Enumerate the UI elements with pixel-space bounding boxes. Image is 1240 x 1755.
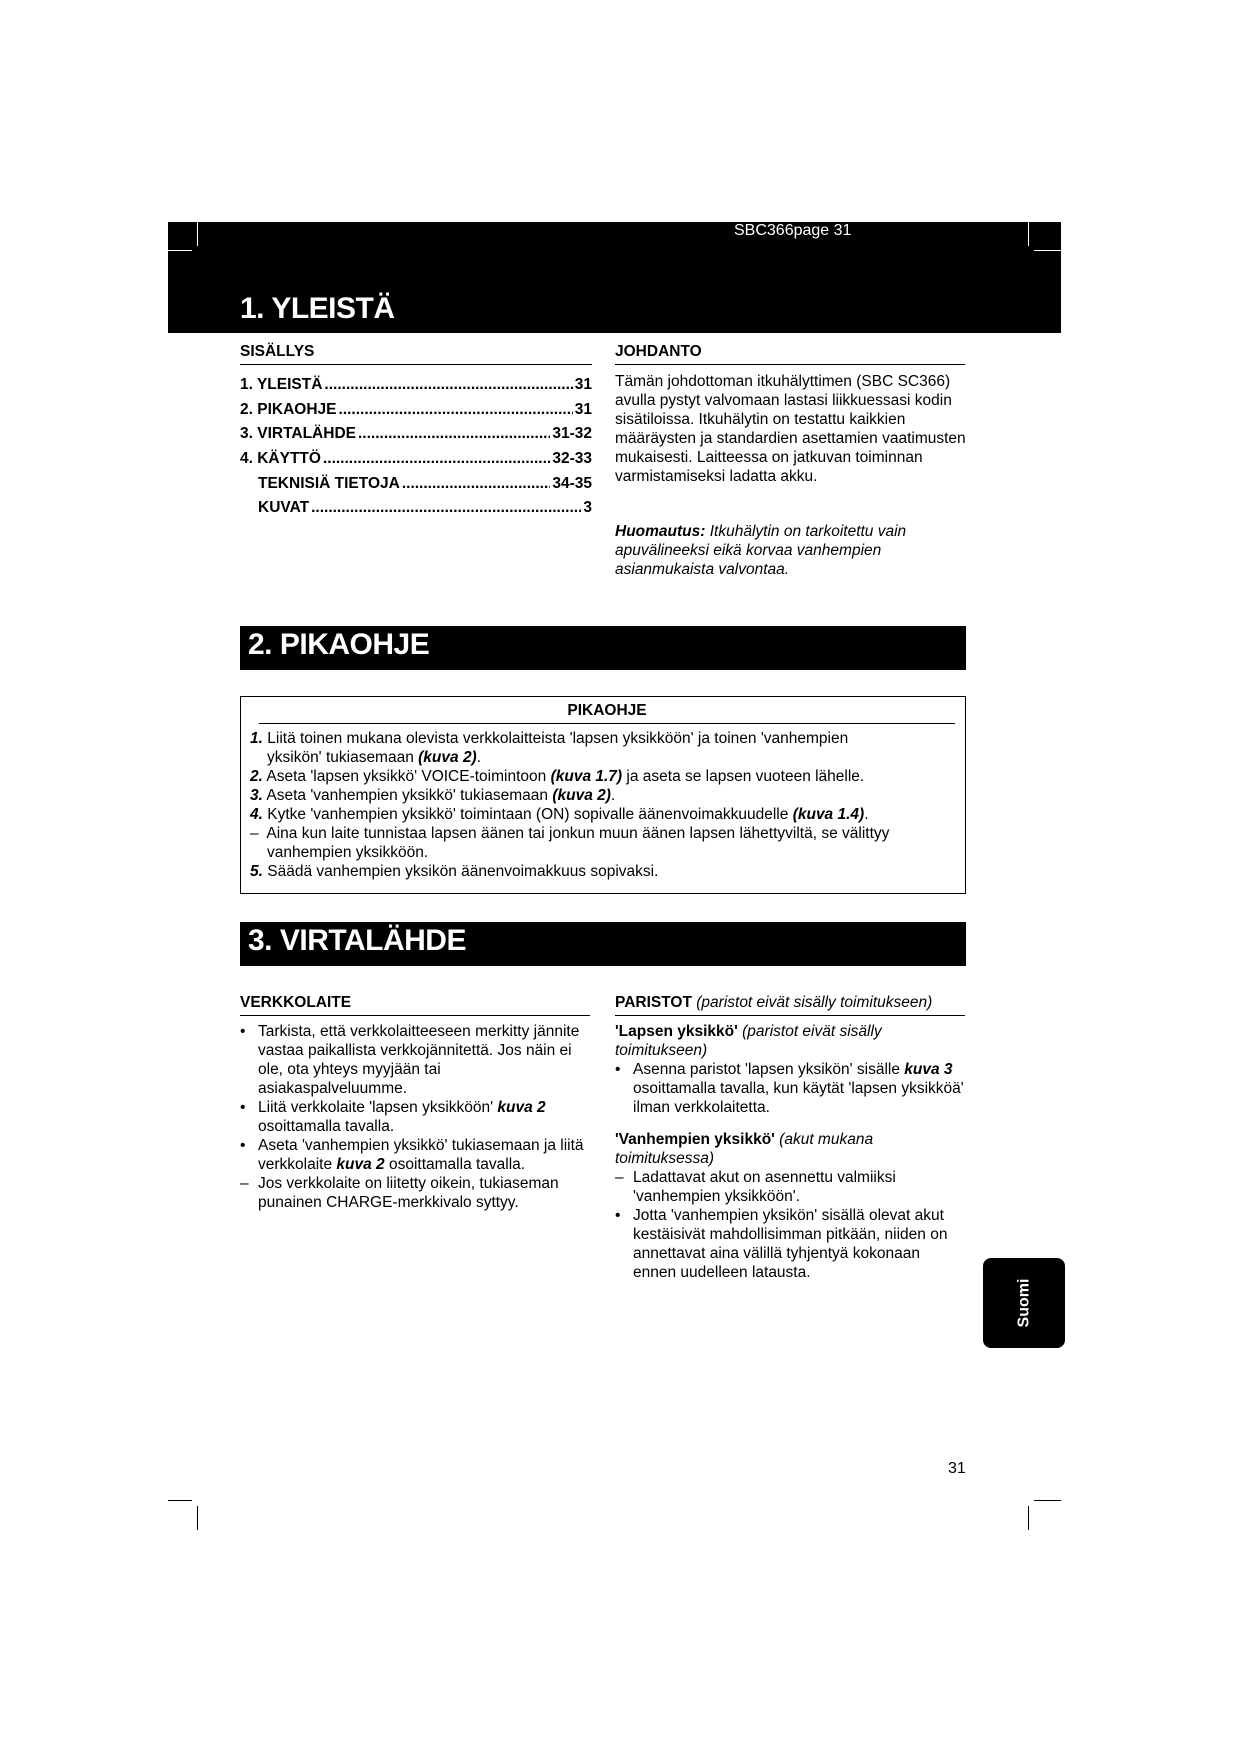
quick-step: 4. Kytke 'vanhempien yksikkö' toimintaan (ON) sopivalle äänenvoimakkuudelle (kuva 1.4). xyxy=(250,806,869,823)
intro-note xyxy=(615,522,965,579)
quick-step: 1. Liitä toinen mukana olevista verkkolaitteista 'lapsen yksikköön' ja toinen 'vanhempien yksikön' tukiasemaan (kuva 2). xyxy=(250,730,849,766)
mains-adapter-heading: VERKKOLAITE xyxy=(240,994,590,1016)
list-item: • Jotta 'vanhempien yksikön' sisällä olevat akut kestäisivät mahdollisimman pitkään, niiden on annettavat aina välillä tyhjentyä kokonaan ennen uudelleen latausta. xyxy=(615,1207,948,1281)
intro-heading: JOHDANTO xyxy=(615,343,965,365)
section-1-title: 1. YLEISTÄ xyxy=(240,292,395,325)
language-tab-label: Suomi xyxy=(1014,1278,1032,1328)
batteries-heading: PARISTOT (paristot eivät sisälly toimitukseen) xyxy=(615,994,965,1016)
file-label: SBC366page 31 xyxy=(734,222,852,239)
intro-text: Tämän johdottoman itkuhälyttimen (SBC SC366) avulla pystyt valvomaan lastasi liikkuessasi kodin sisätiloissa. Itkuhälytin on testattu kaikkien määräysten ja standardien asettamien vaatimusten mukaisesti. Laitteessa on jatkuvan toiminnan varmistamiseksi ladatta akku. xyxy=(615,373,966,485)
list-item: – Jos verkkolaite on liitetty oikein, tukiaseman punainen CHARGE-merkkivalo syttyy. xyxy=(240,1175,559,1211)
quick-guide-title: PIKAOHJE xyxy=(259,702,955,724)
note-text: Itkuhälytin on tarkoitettu vain apuvälineeksi eikä korvaa vanhempien asianmukaista valvontaa. xyxy=(615,523,907,578)
quick-step: 2. Aseta 'lapsen yksikkö' VOICE-toimintoon (kuva 1.7) ja aseta se lapsen vuoteen lähelle. xyxy=(250,768,865,785)
toc-heading: SISÄLLYS xyxy=(240,343,592,365)
section-3-title: 3. VIRTALÄHDE xyxy=(248,924,466,957)
quick-step: – Aina kun laite tunnistaa lapsen äänen tai jonkun muun äänen lapsen lähettyviltä, se välittyy vanhempien yksikköön. xyxy=(250,825,890,861)
crop-mark xyxy=(1034,250,1061,251)
note-label: Huomautus: xyxy=(615,523,706,540)
crop-mark xyxy=(1028,222,1029,246)
list-item: • Liitä verkkolaite 'lapsen yksikköön' kuva 2 osoittamalla tavalla. xyxy=(240,1099,546,1135)
list-item: – Ladattavat akut on asennettu valmiiksi 'vanhempien yksikköön'. xyxy=(615,1169,896,1205)
list-item: • Asenna paristot 'lapsen yksikön' sisälle kuva 3 osoittamalla tavalla, kun käytät 'lapsen yksikköä' ilman verkkolaitetta. xyxy=(615,1061,964,1116)
list-item: • Aseta 'vanhempien yksikkö' tukiasemaan ja liitä verkkolaite kuva 2 osoittamalla tavalla. xyxy=(240,1137,584,1173)
crop-mark xyxy=(197,1506,198,1530)
quick-guide-box xyxy=(240,696,966,894)
toc-item: 3. VIRTALÄHDE ..... 31-32 xyxy=(240,425,592,450)
list-item: • Tarkista, että verkkolaitteeseen merkitty jännite vastaa paikallista verkkojännitettä. Jos näin ei ole, ota yhteys myyjään tai asiakaspalveluumme. xyxy=(240,1023,580,1097)
quick-step: 3. Aseta 'vanhempien yksikkö' tukiasemaan (kuva 2). xyxy=(250,787,616,804)
child-unit-list xyxy=(615,1060,971,1117)
toc-item: KUVAT ..... 3 xyxy=(240,499,592,524)
toc-item: 4. KÄYTTÖ ..... 32-33 xyxy=(240,450,592,475)
toc-item: 1. YLEISTÄ ..... 31 xyxy=(240,376,592,401)
toc-item: TEKNISIÄ TIETOJA ..... 34-35 xyxy=(240,475,592,500)
mains-adapter-list xyxy=(240,1022,590,1212)
quick-step: 5. Säädä vanhempien yksikön äänenvoimakkuus sopivaksi. xyxy=(250,863,659,880)
table-of-contents xyxy=(240,376,592,524)
language-tab xyxy=(983,1258,1065,1348)
parent-unit-list xyxy=(615,1168,965,1282)
crop-mark xyxy=(1034,1500,1061,1501)
section-2-title: 2. PIKAOHJE xyxy=(248,628,430,661)
page-number: 31 xyxy=(948,1460,966,1477)
crop-mark xyxy=(197,222,198,246)
parent-unit-label: 'Vanhempien yksikkö' (akut mukana toimituksessa) xyxy=(615,1131,874,1167)
crop-mark xyxy=(168,1500,192,1501)
crop-mark xyxy=(168,250,192,251)
child-unit-label: 'Lapsen yksikkö' (paristot eivät sisälly toimitukseen) xyxy=(615,1023,882,1059)
crop-mark xyxy=(1028,1506,1029,1530)
toc-item: 2. PIKAOHJE ..... 31 xyxy=(240,401,592,426)
